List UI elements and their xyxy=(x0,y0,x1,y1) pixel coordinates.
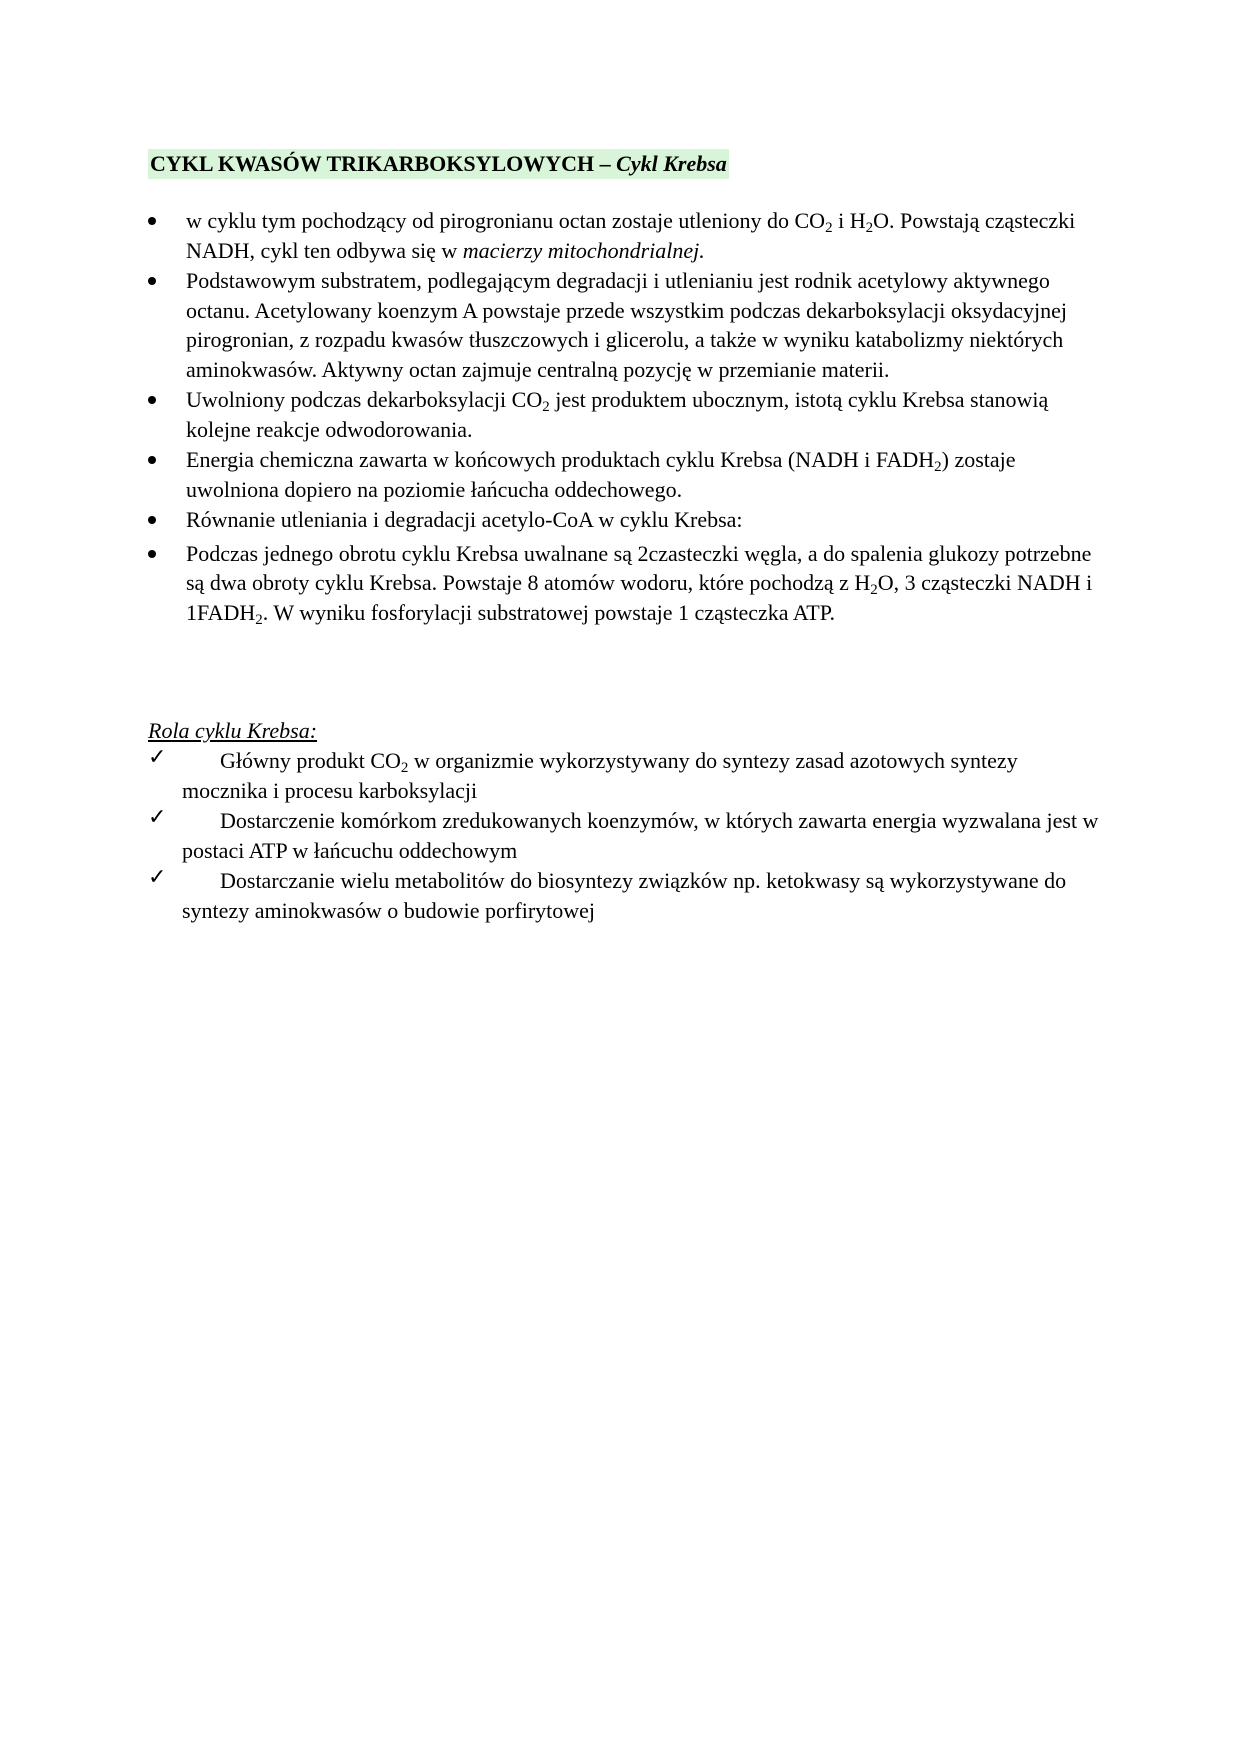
check-text: w organizmie wykorzystywany do syntezy zasad azotowych syntezy mocznika i procesu karboksylacji xyxy=(182,748,1018,803)
title-italic: Cykl Krebsa xyxy=(616,151,727,176)
bullet-text: Energia chemiczna zawarta w końcowych produktach cyklu Krebsa (NADH i FADH xyxy=(186,447,935,472)
bullet-text: jest produktem ubocznym, istotą cyklu Krebsa stanowią kolejne reakcje odwodorowania. xyxy=(186,387,1049,442)
bullet-text: ) zostaje uwolniona dopiero na poziomie łańcucha oddechowego. xyxy=(186,447,1016,502)
check-list xyxy=(148,746,1108,926)
bullet-text: Równanie utleniania i degradacji acetylo-CoA w cyklu Krebsa: xyxy=(186,507,743,532)
title-main: CYKL KWASÓW TRIKARBOKSYLOWYCH – xyxy=(150,151,617,176)
bullet-list xyxy=(148,206,1108,628)
bullet-text: . W wyniku fosforylacji substratowej powstaje 1 cząsteczka ATP. xyxy=(262,599,836,625)
subscript: 2 xyxy=(255,611,263,628)
list-item xyxy=(148,505,1108,535)
list-item xyxy=(148,806,1108,865)
role-heading: Rola cyklu Krebsa: xyxy=(148,718,318,743)
document-title xyxy=(148,149,729,179)
bullet-text: w cyklu tym pochodzący od pirogronianu octan zostaje utleniony do CO xyxy=(186,208,826,233)
subscript: 2 xyxy=(934,459,942,475)
list-item xyxy=(148,746,1108,805)
list-item xyxy=(148,266,1108,384)
check-text: Dostarczenie komórkom zredukowanych koenzymów, w których zawarta energia wyzwalana jest w postaci ATP w łańcuchu oddechowym xyxy=(182,808,1099,863)
bullet-italic-text: macierzy mitochondrialnej. xyxy=(462,237,705,263)
list-item xyxy=(148,445,1108,504)
bullet-icon xyxy=(148,456,156,464)
list-item xyxy=(148,539,1108,628)
bullet-icon xyxy=(148,550,156,558)
checkmark-icon: ✓ xyxy=(148,745,167,770)
checkmark-icon: ✓ xyxy=(148,865,167,890)
subscript: 2 xyxy=(542,399,550,415)
subscript: 2 xyxy=(870,582,878,598)
bullet-text: O. Powstają cząsteczki NADH, cykl ten odbywa się w xyxy=(186,208,1076,263)
list-item xyxy=(148,206,1108,265)
bullet-icon xyxy=(148,516,156,524)
list-item xyxy=(148,385,1108,444)
bullet-text: Uwolniony podczas dekarboksylacji CO xyxy=(186,387,543,412)
check-text: Główny produkt CO xyxy=(220,748,401,773)
bullet-icon xyxy=(148,217,156,225)
bullet-text: Podczas jednego obrotu cyklu Krebsa uwalnane są 2czasteczki węgla, a do spalenia glukozy potrzebne są dwa obroty cyklu Krebsa. Powstaje 8 atomów wodoru, które pochodzą z H xyxy=(186,540,1092,595)
check-text: Dostarczanie wielu metabolitów do biosyntezy związków np. ketokwasy są wykorzystywane do syntezy aminokwasów o budowie porfirytowej xyxy=(182,868,1067,923)
subscript: 2 xyxy=(865,220,874,236)
bullet-text: i H xyxy=(832,208,866,233)
subscript: 2 xyxy=(825,220,833,236)
bullet-text: O, 3 cząsteczki NADH i 1FADH xyxy=(186,570,1093,625)
checkmark-icon: ✓ xyxy=(148,805,167,830)
bullet-icon xyxy=(148,396,156,404)
bullet-icon xyxy=(148,277,156,285)
bullet-text: Podstawowym substratem, podlegającym degradacji i utlenianiu jest rodnik acetylowy aktywnego octanu. Acetylowany koenzym A powstaje przede wszystkim podczas dekarboksylacji oksydacyjnej pirogronian, z rozpadu kwasów tłuszczowych i glicerolu, a także w wyniku katabolizmy niektórych aminokwasów. Aktywny octan zajmuje centralną pozycję w przemianie materii. xyxy=(186,268,1067,382)
list-item xyxy=(148,866,1108,925)
subscript: 2 xyxy=(400,760,409,776)
